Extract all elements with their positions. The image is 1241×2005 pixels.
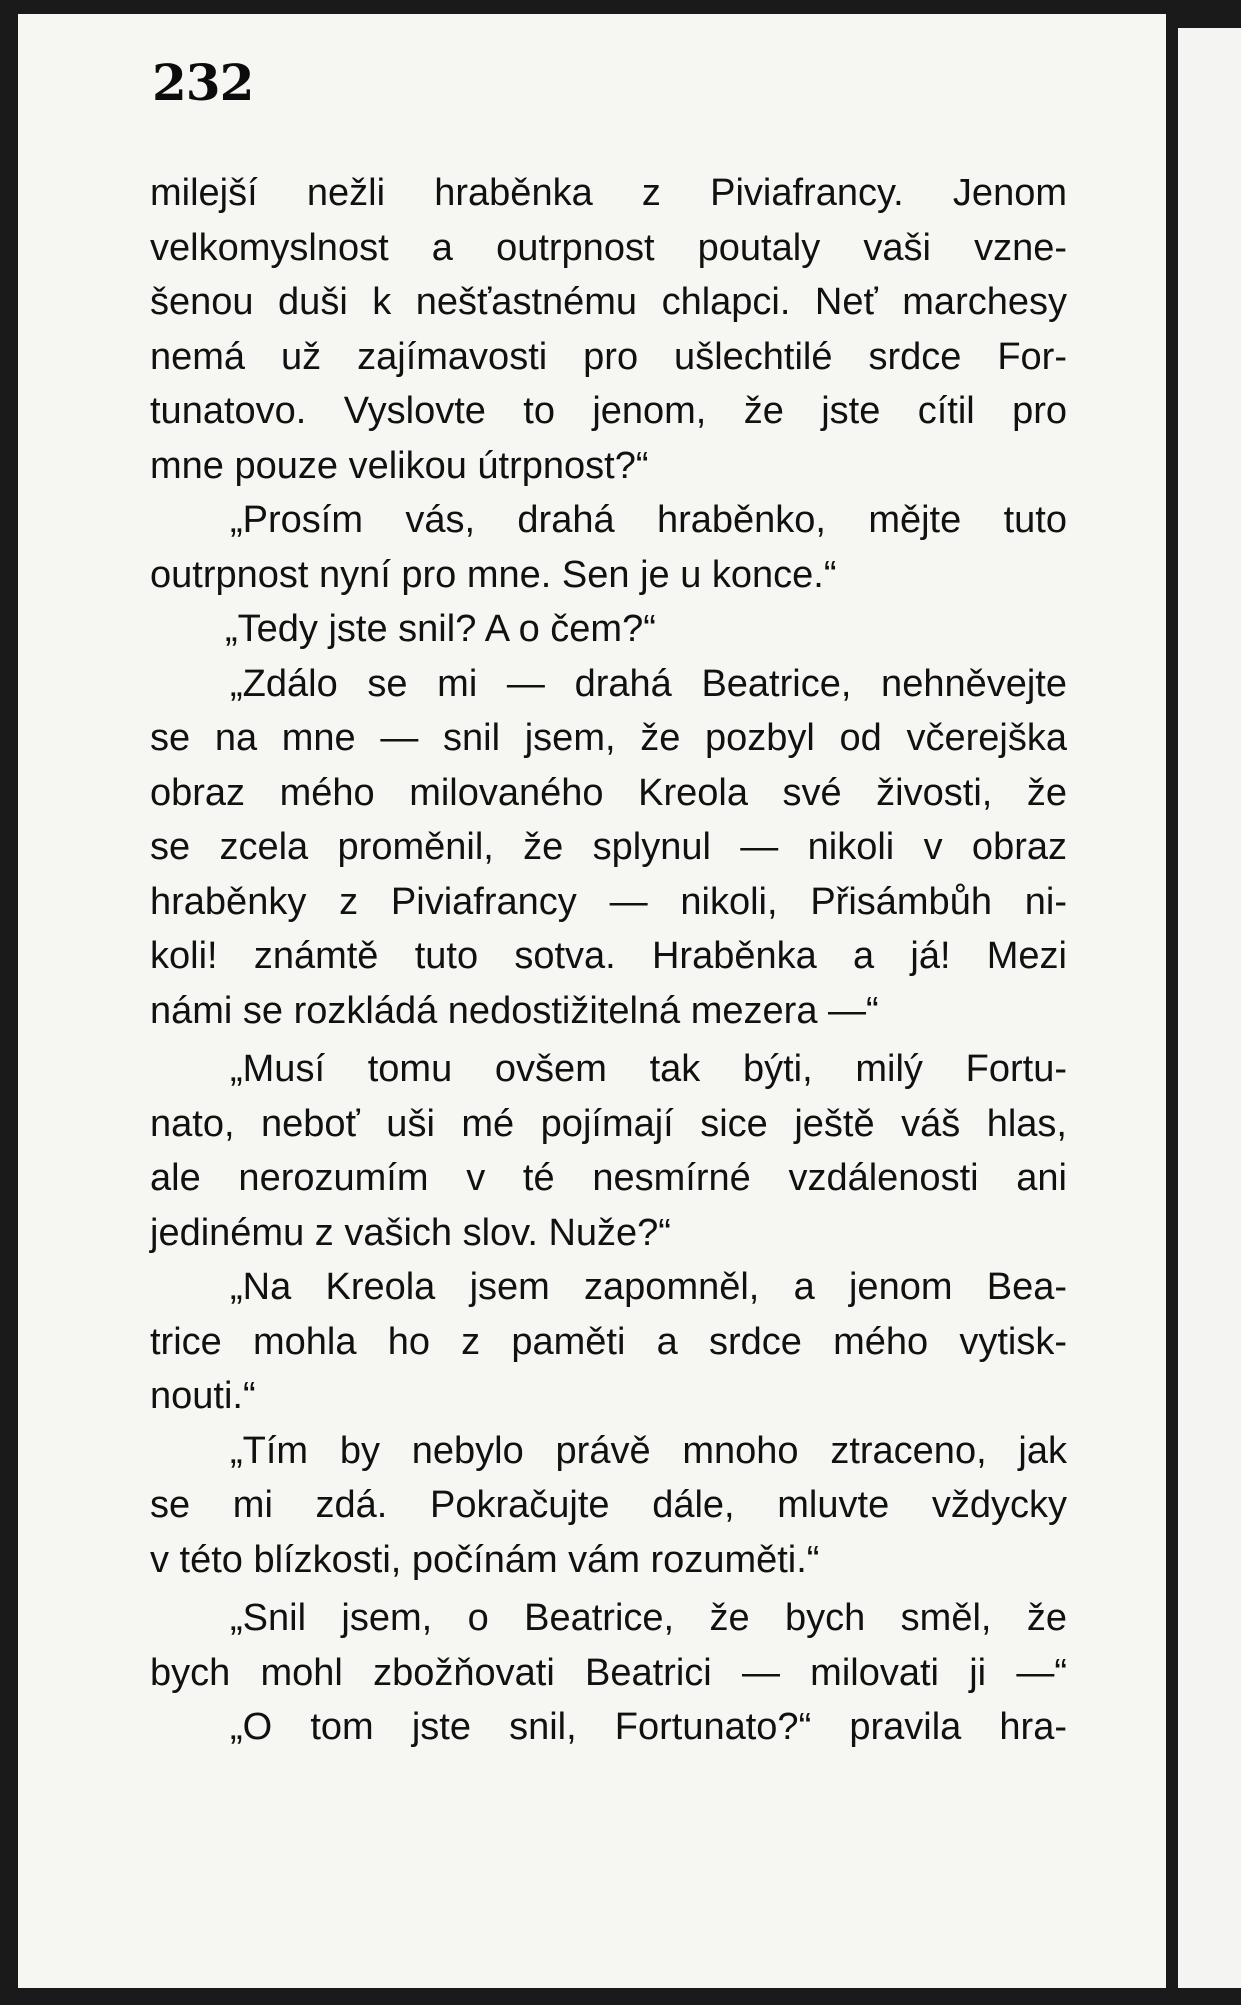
text-line: trice mohla ho z paměti a srdce mého vytisk-	[150, 1320, 1067, 1363]
text-line: „Zdálo se mi — drahá Beatrice, nehněvejte	[230, 662, 1067, 705]
text-line: velkomyslnost a outrpnost poutaly vaši vzne-	[150, 226, 1067, 269]
text-line: v této blízkosti, počínám vám rozuměti.“	[150, 1538, 820, 1581]
text-line: ale nerozumím v té nesmírné vzdálenosti ani	[150, 1157, 1067, 1199]
text-line: nato, neboť uši mé pojímají sice ještě váš hlas,	[150, 1102, 1067, 1145]
text-line: bych mohl zbožňovati Beatrici — milovati ji —“	[150, 1651, 1067, 1694]
paragraph	[150, 1042, 1067, 1097]
paragraph	[150, 1097, 1067, 1261]
text-line: šenou duši k nešťastnému chlapci. Neť marchesy	[150, 281, 1067, 323]
paragraph	[150, 1315, 1067, 1424]
text-line: „Snil jsem, o Beatrice, že bych směl, že	[230, 1597, 1067, 1639]
text-line: hraběnky z Piviafrancy — nikoli, Přisámbůh ni-	[150, 880, 1067, 923]
text-line: „Musí tomu ovšem tak býti, milý Fortu-	[230, 1048, 1067, 1090]
paragraph	[150, 657, 1067, 712]
text-line: tunatovo. Vyslovte to jenom, že jste cítil pro	[150, 390, 1067, 432]
paragraph	[150, 1591, 1067, 1646]
text-line: outrpnost nyní pro mne. Sen je u konce.“	[150, 553, 837, 596]
text-line: námi se rozkládá nedostižitelná mezera —“	[150, 989, 879, 1032]
text-line: milejší nežli hraběnka z Piviafrancy. Jenom	[150, 172, 1067, 214]
paragraph	[150, 548, 1067, 603]
paragraph	[150, 602, 1067, 657]
paragraph	[150, 1646, 1067, 1701]
text-line: „Prosím vás, drahá hraběnko, mějte tuto	[230, 499, 1067, 541]
paragraph	[150, 1260, 1067, 1315]
paragraph	[150, 1424, 1067, 1479]
paragraph	[150, 1700, 1067, 1755]
page-body-text	[150, 166, 1067, 1755]
text-line: koli! známtě tuto sotva. Hraběnka a já! Mezi	[150, 935, 1067, 977]
text-line: „Tedy jste snil? A o čem?“	[225, 608, 656, 650]
text-line: jedinému z vašich slov. Nuže?“	[150, 1211, 671, 1254]
text-line: obraz mého milovaného Kreola své živosti, že	[150, 771, 1067, 814]
text-line: nemá už zajímavosti pro ušlechtilé srdce For-	[150, 335, 1067, 378]
paragraph	[150, 711, 1067, 1038]
text-line: „Tím by nebylo právě mnoho ztraceno, jak	[230, 1429, 1067, 1472]
adjacent-page-edge	[1178, 28, 1241, 1988]
paragraph	[150, 166, 1067, 493]
paragraph	[150, 1478, 1067, 1587]
text-line: mne pouze velikou útrpnost?“	[150, 444, 649, 487]
text-line: „Na Kreola jsem zapomněl, a jenom Bea-	[230, 1266, 1067, 1308]
text-line: se na mne — snil jsem, že pozbyl od včerejška	[150, 717, 1067, 759]
page-number: 232	[152, 53, 254, 112]
text-line: nouti.“	[150, 1375, 256, 1417]
text-line: se zcela proměnil, že splynul — nikoli v obraz	[150, 826, 1067, 868]
text-line: „O tom jste snil, Fortunato?“ pravila hra-	[230, 1706, 1067, 1748]
text-line: se mi zdá. Pokračujte dále, mluvte vždycky	[150, 1484, 1067, 1526]
paragraph	[150, 493, 1067, 548]
